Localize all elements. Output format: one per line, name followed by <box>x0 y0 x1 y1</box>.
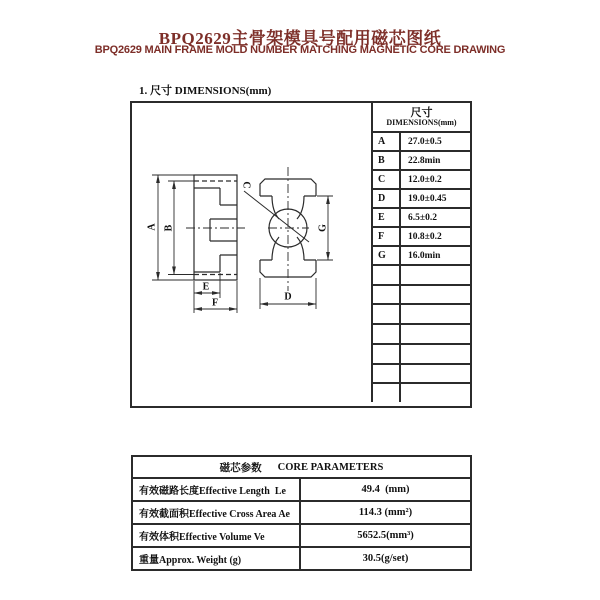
table-row <box>373 190 470 209</box>
table-row <box>373 209 470 228</box>
dimensions-table <box>371 103 470 402</box>
table-row <box>133 502 470 525</box>
empty-table-row <box>373 286 470 306</box>
dimensions-table-header <box>373 103 470 133</box>
page-title-english: BPQ2629 MAIN FRAME MOLD NUMBER MATCHING MAGNETIC CORE DRAWING <box>94 44 506 56</box>
parameter-label: 重量Approx. Weight (g) <box>133 548 301 569</box>
parameter-value: 30.5(g/set) <box>362 553 409 564</box>
dim-label-b: B <box>163 224 175 232</box>
core-parameters-header <box>133 457 470 479</box>
core-parameters-table <box>131 455 472 571</box>
table-row <box>133 548 470 569</box>
table-row <box>373 228 470 247</box>
empty-table-row <box>373 325 470 345</box>
dim-value: 19.0±0.45 <box>408 193 447 204</box>
dim-key: C <box>373 171 401 188</box>
empty-table-row <box>373 365 470 385</box>
dim-key: G <box>373 247 401 264</box>
dim-value: 16.0min <box>408 250 441 261</box>
dim-key: F <box>373 228 401 245</box>
empty-table-row <box>373 384 470 402</box>
dim-value: 12.0±0.2 <box>408 174 442 185</box>
dim-key: A <box>373 133 401 150</box>
table-row <box>133 479 470 502</box>
table-row <box>133 525 470 548</box>
dim-label-c: C <box>240 181 252 189</box>
dim-value: 10.8±0.2 <box>408 231 442 242</box>
parameter-value: 5652.5(mm³) <box>357 530 414 541</box>
dimensions-header-en: DIMENSIONS(mm) <box>386 117 457 127</box>
parameters-header-cn: 磁芯参数 <box>219 462 262 474</box>
empty-table-row <box>373 266 470 286</box>
parameter-label: 有效截面积Effective Cross Area Ae <box>133 502 301 523</box>
parameters-header-en: CORE PARAMETERS <box>277 461 384 473</box>
dim-label-g: G <box>317 224 329 232</box>
dim-label-e: E <box>202 281 210 293</box>
dim-value: 22.8min <box>408 155 441 166</box>
empty-table-row <box>373 345 470 365</box>
table-row <box>373 133 470 152</box>
dim-key: D <box>373 190 401 207</box>
empty-table-row <box>373 305 470 325</box>
dim-value: 27.0±0.5 <box>408 136 442 147</box>
table-row <box>373 171 470 190</box>
dim-label-a: A <box>146 223 158 231</box>
dimensions-header-cn: 尺寸 <box>410 106 433 119</box>
parameter-value: 49.4 (mm) <box>361 484 410 495</box>
dim-key: B <box>373 152 401 169</box>
table-row <box>373 247 470 266</box>
page-title-chinese: BPQ2629主骨架模具号配用磁芯图纸 <box>158 29 442 48</box>
dim-label-f: F <box>211 297 219 309</box>
parameter-label: 有效体积Effective Volume Ve <box>133 525 301 546</box>
parameter-value: 114.3 (mm²) <box>358 507 413 518</box>
dim-value: 6.5±0.2 <box>408 212 437 223</box>
dim-label-d: D <box>284 291 292 303</box>
table-row <box>373 152 470 171</box>
parameter-label: 有效磁路长度Effective Length Le <box>133 479 301 500</box>
dim-key: E <box>373 209 401 226</box>
section-heading: 1. 尺寸 DIMENSIONS(mm) <box>139 85 272 97</box>
